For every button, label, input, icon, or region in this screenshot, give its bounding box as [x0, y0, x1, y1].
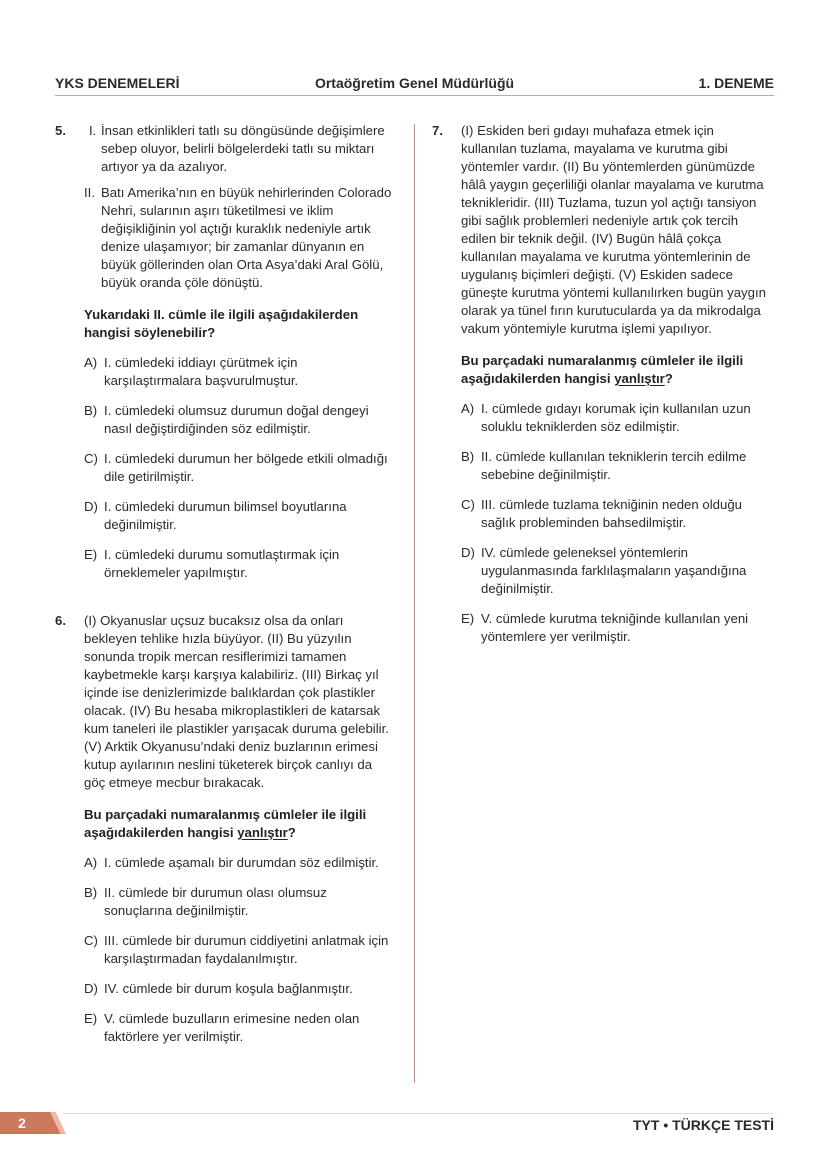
- option-c[interactable]: [84, 932, 395, 968]
- option-label: C): [461, 497, 475, 512]
- stem-punctuation: ?: [287, 825, 296, 840]
- question-6: [55, 612, 395, 1058]
- option-label: C): [84, 933, 98, 948]
- stem-punctuation: ?: [664, 371, 673, 386]
- option-text: V. cümlede buzulların erimesine neden olan faktörlere yer verilmiştir.: [104, 1011, 360, 1044]
- option-label: E): [461, 611, 475, 626]
- option-text: II. cümlede bir durumun olası olumsuz sonuçlarına değinilmiştir.: [104, 885, 327, 918]
- option-a[interactable]: [461, 400, 772, 436]
- option-text: I. cümledeki durumu somutlaştırmak için örneklemeler yapılmıştır.: [104, 547, 340, 580]
- question-5: [55, 122, 395, 594]
- question-number: 7.: [432, 123, 443, 138]
- question-stem: [461, 352, 772, 388]
- statement-1: [84, 122, 395, 176]
- option-label: A): [84, 355, 98, 370]
- option-label: C): [84, 451, 98, 466]
- header-institution: Ortaöğretim Genel Müdürlüğü: [314, 75, 515, 91]
- option-text: I. cümledeki olumsuz durumun doğal dengeyi nasıl değiştirdiğinden söz edilmiştir.: [104, 403, 369, 436]
- question-number: 5.: [55, 123, 66, 138]
- option-label: D): [461, 545, 475, 560]
- option-e[interactable]: [84, 546, 395, 582]
- footer-test-title: TYT • TÜRKÇE TESTİ: [632, 1117, 774, 1133]
- option-c[interactable]: [461, 496, 772, 532]
- option-b[interactable]: [84, 884, 395, 920]
- option-label: A): [461, 401, 475, 416]
- header-series-title: YKS DENEMELERİ: [55, 75, 180, 91]
- stem-emphasis: yanlıştır: [237, 825, 288, 840]
- question-number: 6.: [55, 613, 66, 628]
- question-passage: (I) Eskiden beri gıdayı muhafaza etmek için kullanılan tuzlama, mayalama ve kurutma gibi yöntemler vardır. (II) Bu yöntemlerden günümüzde hâlâ yaygın geçerliliği olanlar mayalama ve kurutma teknikleridir. (III) Tuzlama, tuzun yol açtığı tansiyon gibi sağlık problemleri nedeniyle artık çok tercih edilen bir teknik değil. (IV) Bugün hâlâ çokça kullanılan mayalama ve kurutma yöntemlerinin de uygulanış biçimleri değişti. (V) Eskiden sadece güneşte kurutma yöntemi kullanılırken bugün yaygın olarak ya tünel fırın kurutucularda ya da mikrodalga vakum yöntemiyle kurutma işlemi yapılıyor.: [461, 123, 766, 336]
- option-label: B): [84, 885, 98, 900]
- question-passage: (I) Okyanuslar uçsuz bucaksız olsa da onları bekleyen tehlike hızla büyüyor. (II) Bu yüzyılın sonunda tropik mercan resiflerimizi tamamen kaybetmekle karşı karşıya kalabiliriz. (III) Birkaç yıl içinde ise denizlerimizde balıklardan çok plastikler olacak. (IV) Bu hesaba mikroplastikleri de katarsak kum taneleri ile plastikler yarışacak duruma gelebilir. (V) Arktik Okyanusu’ndaki deniz buzlarının erimesi kutup ayılarının neslini tüketerek birçok canlıyı da göç etmeye mecbur bırakacak.: [84, 613, 389, 790]
- page-header: [55, 73, 774, 96]
- page-number: 2: [18, 1115, 26, 1131]
- stem-emphasis: yanlıştır: [614, 371, 665, 386]
- option-text: III. cümlede tuzlama tekniğinin neden olduğu sağlık probleminden bahsedilmiştir.: [481, 497, 742, 530]
- option-b[interactable]: [461, 448, 772, 484]
- option-text: IV. cümlede bir durum koşula bağlanmıştır.: [104, 981, 353, 996]
- option-text: I. cümlede gıdayı korumak için kullanılan uzun soluklu tekniklerden söz edilmiştir.: [481, 401, 751, 434]
- option-label: B): [461, 449, 475, 464]
- option-label: A): [84, 855, 98, 870]
- question-stem: [84, 806, 395, 842]
- option-text: IV. cümlede geleneksel yöntemlerin uygulanmasında farklılaşmaların yaşandığına değinilmiştir.: [481, 545, 747, 596]
- option-d[interactable]: [461, 544, 772, 598]
- option-text: V. cümlede kurutma tekniğinde kullanılan yeni yöntemlere yer verilmiştir.: [481, 611, 749, 644]
- option-c[interactable]: [84, 450, 395, 486]
- statement-2: [84, 184, 395, 292]
- option-label: E): [84, 1011, 98, 1026]
- option-text: I. cümledeki iddiayı çürütmek için karşılaştırmalara başvurulmuştur.: [104, 355, 299, 388]
- option-a[interactable]: [84, 854, 395, 872]
- footer-rule: [62, 1113, 774, 1114]
- question-7: [432, 122, 772, 658]
- question-stem: Yukarıdaki II. cümle ile ilgili aşağıdakilerden hangisi söylenebilir?: [84, 307, 359, 340]
- statement-text: İnsan etkinlikleri tatlı su döngüsünde değişimlere sebep oluyor, belirli bölgelerdeki tatlı su miktarı artıyor ya da azalıyor.: [101, 123, 385, 174]
- option-label: B): [84, 403, 98, 418]
- option-text: I. cümledeki durumun bilimsel boyutlarına değinilmiştir.: [104, 499, 347, 532]
- statement-label: I.: [89, 123, 97, 138]
- column-divider: [414, 124, 415, 1083]
- option-label: E): [84, 547, 98, 562]
- option-e[interactable]: [84, 1010, 395, 1046]
- stem-text: Bu parçadaki numaralanmış cümleler ile ilgili aşağıdakilerden hangisi: [84, 807, 367, 840]
- option-text: I. cümledeki durumun her bölgede etkili olmadığı dile getirilmiştir.: [104, 451, 388, 484]
- option-a[interactable]: [84, 354, 395, 390]
- option-d[interactable]: [84, 980, 395, 998]
- option-d[interactable]: [84, 498, 395, 534]
- option-text: I. cümlede aşamalı bir durumdan söz edilmiştir.: [104, 855, 379, 870]
- option-b[interactable]: [84, 402, 395, 438]
- statement-text: Batı Amerika’nın en büyük nehirlerinden Colorado Nehri, sularının aşırı tüketilmesi ve iklim değişikliğinin yol açtığı kuraklık nedeniyle artık denize ulaşamıyor; bir zamanlar dünyanın en büyük göllerinden olan Orta Asya’daki Aral Gölü, büyük oranda çöle dönüştü.: [101, 185, 392, 290]
- option-text: II. cümlede kullanılan tekniklerin tercih edilme sebebine değinilmiştir.: [481, 449, 747, 482]
- option-e[interactable]: [461, 610, 772, 646]
- option-label: D): [84, 981, 98, 996]
- option-text: III. cümlede bir durumun ciddiyetini anlatmak için karşılaştırmadan faydalanılmıştır.: [104, 933, 389, 966]
- option-label: D): [84, 499, 98, 514]
- stem-text: Bu parçadaki numaralanmış cümleler ile ilgili aşağıdakilerden hangisi: [461, 353, 744, 386]
- header-exam-number: 1. DENEME: [698, 75, 774, 91]
- statement-label: II.: [84, 185, 95, 200]
